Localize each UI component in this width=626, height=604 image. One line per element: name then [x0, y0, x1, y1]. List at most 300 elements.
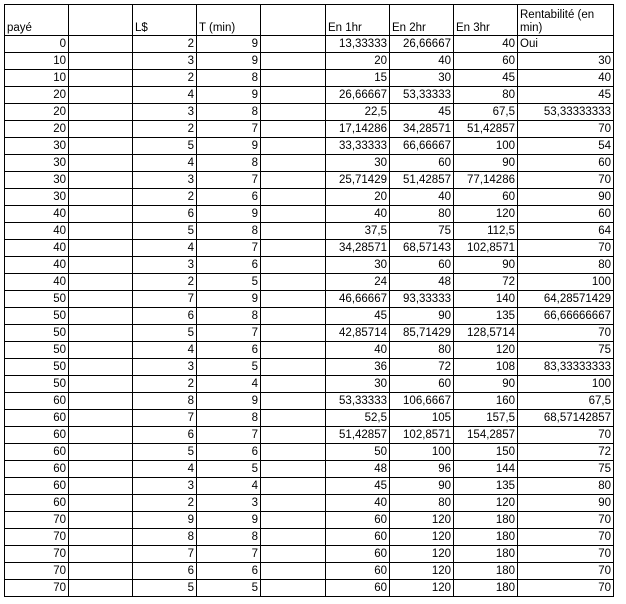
cell-en-1hr[interactable]: 37,5	[326, 223, 390, 240]
cell-linden[interactable]: 3	[133, 478, 197, 495]
cell-rentabilite[interactable]: 80	[518, 257, 614, 274]
cell-en-2hr[interactable]: 90	[390, 478, 454, 495]
cell-blank-1[interactable]	[69, 393, 133, 410]
cell-rentabilite[interactable]: 70	[518, 121, 614, 138]
header-cell-blank-1[interactable]	[69, 5, 133, 36]
cell-en-2hr[interactable]: 30	[390, 70, 454, 87]
cell-time[interactable]: 6	[197, 563, 261, 580]
cell-blank-1[interactable]	[69, 291, 133, 308]
cell-en-2hr[interactable]: 120	[390, 512, 454, 529]
cell-blank-1[interactable]	[69, 325, 133, 342]
cell-en-3hr[interactable]: 40	[454, 36, 518, 53]
cell-en-3hr[interactable]: 180	[454, 546, 518, 563]
cell-en-2hr[interactable]: 102,8571	[390, 427, 454, 444]
cell-en-3hr[interactable]: 135	[454, 478, 518, 495]
cell-en-1hr[interactable]: 60	[326, 546, 390, 563]
cell-blank-1[interactable]	[69, 342, 133, 359]
cell-time[interactable]: 3	[197, 495, 261, 512]
cell-linden[interactable]: 2	[133, 189, 197, 206]
cell-blank-2[interactable]	[261, 563, 326, 580]
cell-rentabilite[interactable]: 66,66666667	[518, 308, 614, 325]
cell-blank-1[interactable]	[69, 240, 133, 257]
cell-paye[interactable]: 60	[5, 478, 69, 495]
cell-blank-1[interactable]	[69, 308, 133, 325]
cell-en-2hr[interactable]: 40	[390, 53, 454, 70]
cell-en-1hr[interactable]: 40	[326, 342, 390, 359]
cell-en-1hr[interactable]: 34,28571	[326, 240, 390, 257]
cell-time[interactable]: 8	[197, 223, 261, 240]
cell-linden[interactable]: 4	[133, 342, 197, 359]
cell-en-2hr[interactable]: 80	[390, 495, 454, 512]
cell-en-3hr[interactable]: 150	[454, 444, 518, 461]
cell-en-1hr[interactable]: 20	[326, 189, 390, 206]
cell-en-3hr[interactable]: 180	[454, 580, 518, 597]
cell-blank-2[interactable]	[261, 427, 326, 444]
cell-linden[interactable]: 2	[133, 274, 197, 291]
cell-paye[interactable]: 60	[5, 495, 69, 512]
cell-rentabilite[interactable]: 70	[518, 563, 614, 580]
cell-paye[interactable]: 10	[5, 70, 69, 87]
cell-en-1hr[interactable]: 53,33333	[326, 393, 390, 410]
cell-blank-1[interactable]	[69, 427, 133, 444]
cell-blank-2[interactable]	[261, 240, 326, 257]
cell-paye[interactable]: 50	[5, 291, 69, 308]
cell-en-2hr[interactable]: 90	[390, 308, 454, 325]
cell-linden[interactable]: 6	[133, 427, 197, 444]
cell-blank-2[interactable]	[261, 87, 326, 104]
cell-rentabilite[interactable]: 100	[518, 376, 614, 393]
cell-blank-2[interactable]	[261, 189, 326, 206]
cell-en-1hr[interactable]: 50	[326, 444, 390, 461]
cell-en-3hr[interactable]: 60	[454, 53, 518, 70]
cell-en-2hr[interactable]: 85,71429	[390, 325, 454, 342]
cell-blank-1[interactable]	[69, 546, 133, 563]
cell-en-1hr[interactable]: 20	[326, 53, 390, 70]
cell-en-1hr[interactable]: 22,5	[326, 104, 390, 121]
cell-paye[interactable]: 50	[5, 325, 69, 342]
cell-en-3hr[interactable]: 51,42857	[454, 121, 518, 138]
cell-blank-2[interactable]	[261, 325, 326, 342]
header-cell-rentabilite[interactable]: Rentabilité (en min)	[518, 5, 614, 36]
cell-linden[interactable]: 2	[133, 121, 197, 138]
cell-blank-1[interactable]	[69, 359, 133, 376]
cell-en-1hr[interactable]: 26,66667	[326, 87, 390, 104]
cell-en-2hr[interactable]: 120	[390, 580, 454, 597]
cell-time[interactable]: 5	[197, 274, 261, 291]
cell-rentabilite[interactable]: 54	[518, 138, 614, 155]
cell-blank-2[interactable]	[261, 376, 326, 393]
cell-rentabilite[interactable]: 70	[518, 512, 614, 529]
cell-rentabilite[interactable]: 68,57142857	[518, 410, 614, 427]
cell-en-1hr[interactable]: 52,5	[326, 410, 390, 427]
cell-linden[interactable]: 5	[133, 325, 197, 342]
cell-en-3hr[interactable]: 77,14286	[454, 172, 518, 189]
cell-rentabilite[interactable]: 53,33333333	[518, 104, 614, 121]
cell-linden[interactable]: 3	[133, 172, 197, 189]
cell-en-1hr[interactable]: 51,42857	[326, 427, 390, 444]
cell-en-1hr[interactable]: 24	[326, 274, 390, 291]
cell-time[interactable]: 9	[197, 53, 261, 70]
cell-rentabilite[interactable]: 90	[518, 189, 614, 206]
cell-blank-2[interactable]	[261, 461, 326, 478]
cell-time[interactable]: 6	[197, 342, 261, 359]
cell-en-2hr[interactable]: 51,42857	[390, 172, 454, 189]
cell-linden[interactable]: 4	[133, 87, 197, 104]
cell-blank-1[interactable]	[69, 257, 133, 274]
cell-time[interactable]: 9	[197, 36, 261, 53]
cell-time[interactable]: 5	[197, 359, 261, 376]
cell-en-3hr[interactable]: 135	[454, 308, 518, 325]
cell-blank-2[interactable]	[261, 104, 326, 121]
cell-blank-1[interactable]	[69, 121, 133, 138]
cell-en-3hr[interactable]: 128,5714	[454, 325, 518, 342]
cell-time[interactable]: 8	[197, 529, 261, 546]
cell-en-1hr[interactable]: 45	[326, 308, 390, 325]
cell-blank-1[interactable]	[69, 138, 133, 155]
cell-rentabilite[interactable]: 83,33333333	[518, 359, 614, 376]
cell-en-3hr[interactable]: 180	[454, 563, 518, 580]
cell-blank-1[interactable]	[69, 223, 133, 240]
cell-blank-1[interactable]	[69, 87, 133, 104]
cell-paye[interactable]: 30	[5, 138, 69, 155]
cell-paye[interactable]: 50	[5, 342, 69, 359]
cell-rentabilite[interactable]: 75	[518, 461, 614, 478]
cell-en-2hr[interactable]: 80	[390, 342, 454, 359]
cell-blank-2[interactable]	[261, 70, 326, 87]
cell-rentabilite[interactable]: Oui	[518, 36, 614, 53]
cell-time[interactable]: 7	[197, 121, 261, 138]
cell-time[interactable]: 8	[197, 410, 261, 427]
cell-linden[interactable]: 6	[133, 308, 197, 325]
cell-paye[interactable]: 70	[5, 529, 69, 546]
cell-en-3hr[interactable]: 180	[454, 529, 518, 546]
cell-en-3hr[interactable]: 80	[454, 87, 518, 104]
cell-rentabilite[interactable]: 60	[518, 155, 614, 172]
cell-linden[interactable]: 2	[133, 70, 197, 87]
cell-linden[interactable]: 6	[133, 206, 197, 223]
cell-rentabilite[interactable]: 75	[518, 342, 614, 359]
cell-rentabilite[interactable]: 60	[518, 206, 614, 223]
cell-blank-1[interactable]	[69, 376, 133, 393]
cell-blank-1[interactable]	[69, 512, 133, 529]
cell-en-1hr[interactable]: 33,33333	[326, 138, 390, 155]
cell-paye[interactable]: 0	[5, 36, 69, 53]
cell-time[interactable]: 9	[197, 138, 261, 155]
cell-en-2hr[interactable]: 80	[390, 206, 454, 223]
cell-linden[interactable]: 7	[133, 291, 197, 308]
cell-en-2hr[interactable]: 40	[390, 189, 454, 206]
cell-blank-1[interactable]	[69, 529, 133, 546]
cell-blank-2[interactable]	[261, 223, 326, 240]
cell-paye[interactable]: 60	[5, 444, 69, 461]
cell-blank-2[interactable]	[261, 342, 326, 359]
cell-en-2hr[interactable]: 66,66667	[390, 138, 454, 155]
cell-en-1hr[interactable]: 42,85714	[326, 325, 390, 342]
cell-paye[interactable]: 40	[5, 206, 69, 223]
cell-time[interactable]: 6	[197, 257, 261, 274]
cell-rentabilite[interactable]: 70	[518, 172, 614, 189]
cell-linden[interactable]: 7	[133, 410, 197, 427]
cell-rentabilite[interactable]: 30	[518, 53, 614, 70]
cell-blank-1[interactable]	[69, 36, 133, 53]
cell-linden[interactable]: 5	[133, 138, 197, 155]
cell-blank-1[interactable]	[69, 53, 133, 70]
cell-en-2hr[interactable]: 72	[390, 359, 454, 376]
cell-paye[interactable]: 60	[5, 410, 69, 427]
cell-en-2hr[interactable]: 120	[390, 563, 454, 580]
cell-blank-1[interactable]	[69, 444, 133, 461]
cell-linden[interactable]: 3	[133, 53, 197, 70]
cell-linden[interactable]: 6	[133, 563, 197, 580]
cell-time[interactable]: 8	[197, 70, 261, 87]
cell-paye[interactable]: 60	[5, 393, 69, 410]
cell-linden[interactable]: 5	[133, 444, 197, 461]
cell-linden[interactable]: 8	[133, 529, 197, 546]
cell-blank-2[interactable]	[261, 36, 326, 53]
cell-en-3hr[interactable]: 108	[454, 359, 518, 376]
cell-en-2hr[interactable]: 60	[390, 257, 454, 274]
cell-blank-2[interactable]	[261, 580, 326, 597]
cell-blank-2[interactable]	[261, 495, 326, 512]
cell-blank-2[interactable]	[261, 291, 326, 308]
cell-paye[interactable]: 20	[5, 87, 69, 104]
cell-linden[interactable]: 3	[133, 257, 197, 274]
cell-time[interactable]: 8	[197, 155, 261, 172]
cell-blank-1[interactable]	[69, 206, 133, 223]
cell-en-2hr[interactable]: 26,66667	[390, 36, 454, 53]
cell-blank-1[interactable]	[69, 189, 133, 206]
cell-en-2hr[interactable]: 53,33333	[390, 87, 454, 104]
cell-rentabilite[interactable]: 100	[518, 274, 614, 291]
cell-time[interactable]: 7	[197, 325, 261, 342]
cell-paye[interactable]: 60	[5, 427, 69, 444]
cell-paye[interactable]: 40	[5, 274, 69, 291]
cell-en-1hr[interactable]: 15	[326, 70, 390, 87]
cell-en-1hr[interactable]: 60	[326, 512, 390, 529]
cell-en-3hr[interactable]: 67,5	[454, 104, 518, 121]
cell-en-3hr[interactable]: 154,2857	[454, 427, 518, 444]
cell-en-2hr[interactable]: 34,28571	[390, 121, 454, 138]
cell-time[interactable]: 5	[197, 461, 261, 478]
cell-en-1hr[interactable]: 40	[326, 495, 390, 512]
header-cell-paye[interactable]: payé	[5, 5, 69, 36]
cell-time[interactable]: 6	[197, 189, 261, 206]
cell-en-2hr[interactable]: 45	[390, 104, 454, 121]
header-cell-time[interactable]: T (min)	[197, 5, 261, 36]
cell-rentabilite[interactable]: 40	[518, 70, 614, 87]
cell-rentabilite[interactable]: 64,28571429	[518, 291, 614, 308]
cell-blank-2[interactable]	[261, 172, 326, 189]
cell-linden[interactable]: 4	[133, 155, 197, 172]
cell-paye[interactable]: 40	[5, 223, 69, 240]
cell-en-3hr[interactable]: 90	[454, 376, 518, 393]
cell-blank-1[interactable]	[69, 104, 133, 121]
cell-en-1hr[interactable]: 17,14286	[326, 121, 390, 138]
cell-blank-1[interactable]	[69, 478, 133, 495]
cell-en-1hr[interactable]: 40	[326, 206, 390, 223]
cell-en-1hr[interactable]: 46,66667	[326, 291, 390, 308]
cell-blank-1[interactable]	[69, 563, 133, 580]
header-cell-blank-2[interactable]	[261, 5, 326, 36]
cell-time[interactable]: 9	[197, 512, 261, 529]
cell-blank-2[interactable]	[261, 53, 326, 70]
cell-paye[interactable]: 30	[5, 172, 69, 189]
cell-blank-2[interactable]	[261, 512, 326, 529]
cell-en-3hr[interactable]: 100	[454, 138, 518, 155]
cell-en-2hr[interactable]: 75	[390, 223, 454, 240]
cell-en-3hr[interactable]: 90	[454, 155, 518, 172]
cell-en-2hr[interactable]: 96	[390, 461, 454, 478]
cell-en-2hr[interactable]: 105	[390, 410, 454, 427]
cell-time[interactable]: 4	[197, 376, 261, 393]
cell-blank-1[interactable]	[69, 410, 133, 427]
cell-linden[interactable]: 2	[133, 36, 197, 53]
cell-linden[interactable]: 4	[133, 240, 197, 257]
cell-en-2hr[interactable]: 68,57143	[390, 240, 454, 257]
cell-en-1hr[interactable]: 30	[326, 376, 390, 393]
cell-blank-1[interactable]	[69, 70, 133, 87]
cell-linden[interactable]: 2	[133, 495, 197, 512]
cell-blank-2[interactable]	[261, 546, 326, 563]
cell-en-3hr[interactable]: 102,8571	[454, 240, 518, 257]
cell-rentabilite[interactable]: 70	[518, 546, 614, 563]
cell-time[interactable]: 9	[197, 291, 261, 308]
cell-paye[interactable]: 10	[5, 53, 69, 70]
cell-paye[interactable]: 50	[5, 359, 69, 376]
cell-time[interactable]: 5	[197, 580, 261, 597]
cell-rentabilite[interactable]: 72	[518, 444, 614, 461]
cell-time[interactable]: 7	[197, 546, 261, 563]
cell-blank-1[interactable]	[69, 495, 133, 512]
cell-linden[interactable]: 4	[133, 461, 197, 478]
cell-paye[interactable]: 70	[5, 563, 69, 580]
cell-linden[interactable]: 8	[133, 393, 197, 410]
cell-en-3hr[interactable]: 157,5	[454, 410, 518, 427]
cell-linden[interactable]: 7	[133, 546, 197, 563]
cell-blank-1[interactable]	[69, 274, 133, 291]
cell-linden[interactable]: 3	[133, 359, 197, 376]
cell-blank-2[interactable]	[261, 206, 326, 223]
cell-paye[interactable]: 50	[5, 376, 69, 393]
cell-en-2hr[interactable]: 100	[390, 444, 454, 461]
cell-rentabilite[interactable]: 80	[518, 478, 614, 495]
cell-rentabilite[interactable]: 67,5	[518, 393, 614, 410]
cell-en-2hr[interactable]: 60	[390, 376, 454, 393]
cell-en-2hr[interactable]: 60	[390, 155, 454, 172]
cell-en-3hr[interactable]: 160	[454, 393, 518, 410]
cell-paye[interactable]: 30	[5, 155, 69, 172]
header-cell-linden[interactable]: L$	[133, 5, 197, 36]
cell-blank-2[interactable]	[261, 444, 326, 461]
cell-en-1hr[interactable]: 48	[326, 461, 390, 478]
cell-blank-1[interactable]	[69, 155, 133, 172]
cell-en-2hr[interactable]: 93,33333	[390, 291, 454, 308]
cell-time[interactable]: 8	[197, 308, 261, 325]
cell-rentabilite[interactable]: 70	[518, 427, 614, 444]
cell-blank-1[interactable]	[69, 172, 133, 189]
cell-en-3hr[interactable]: 45	[454, 70, 518, 87]
cell-linden[interactable]: 5	[133, 580, 197, 597]
cell-en-1hr[interactable]: 13,33333	[326, 36, 390, 53]
cell-en-3hr[interactable]: 180	[454, 512, 518, 529]
cell-en-1hr[interactable]: 60	[326, 529, 390, 546]
cell-en-1hr[interactable]: 45	[326, 478, 390, 495]
cell-linden[interactable]: 2	[133, 376, 197, 393]
header-cell-1hr[interactable]: En 1hr	[326, 5, 390, 36]
cell-time[interactable]: 6	[197, 444, 261, 461]
cell-rentabilite[interactable]: 64	[518, 223, 614, 240]
cell-paye[interactable]: 20	[5, 104, 69, 121]
header-cell-3hr[interactable]: En 3hr	[454, 5, 518, 36]
cell-en-3hr[interactable]: 144	[454, 461, 518, 478]
cell-en-1hr[interactable]: 25,71429	[326, 172, 390, 189]
cell-blank-1[interactable]	[69, 461, 133, 478]
cell-rentabilite[interactable]: 70	[518, 240, 614, 257]
cell-en-3hr[interactable]: 140	[454, 291, 518, 308]
cell-rentabilite[interactable]: 90	[518, 495, 614, 512]
cell-blank-2[interactable]	[261, 308, 326, 325]
cell-blank-2[interactable]	[261, 410, 326, 427]
cell-rentabilite[interactable]: 70	[518, 580, 614, 597]
cell-blank-2[interactable]	[261, 359, 326, 376]
cell-en-3hr[interactable]: 90	[454, 257, 518, 274]
cell-time[interactable]: 7	[197, 427, 261, 444]
cell-blank-2[interactable]	[261, 529, 326, 546]
cell-blank-2[interactable]	[261, 121, 326, 138]
cell-linden[interactable]: 5	[133, 223, 197, 240]
cell-rentabilite[interactable]: 70	[518, 529, 614, 546]
cell-paye[interactable]: 40	[5, 240, 69, 257]
cell-linden[interactable]: 9	[133, 512, 197, 529]
cell-en-1hr[interactable]: 60	[326, 563, 390, 580]
cell-time[interactable]: 7	[197, 240, 261, 257]
cell-paye[interactable]: 70	[5, 580, 69, 597]
cell-time[interactable]: 9	[197, 87, 261, 104]
cell-paye[interactable]: 20	[5, 121, 69, 138]
cell-en-2hr[interactable]: 106,6667	[390, 393, 454, 410]
cell-en-3hr[interactable]: 120	[454, 495, 518, 512]
cell-en-2hr[interactable]: 120	[390, 546, 454, 563]
cell-linden[interactable]: 3	[133, 104, 197, 121]
cell-blank-2[interactable]	[261, 257, 326, 274]
cell-en-1hr[interactable]: 60	[326, 580, 390, 597]
cell-en-1hr[interactable]: 36	[326, 359, 390, 376]
cell-blank-2[interactable]	[261, 393, 326, 410]
cell-time[interactable]: 8	[197, 104, 261, 121]
cell-en-1hr[interactable]: 30	[326, 257, 390, 274]
cell-rentabilite[interactable]: 45	[518, 87, 614, 104]
cell-paye[interactable]: 50	[5, 308, 69, 325]
cell-en-3hr[interactable]: 72	[454, 274, 518, 291]
cell-time[interactable]: 4	[197, 478, 261, 495]
header-cell-2hr[interactable]: En 2hr	[390, 5, 454, 36]
cell-paye[interactable]: 40	[5, 257, 69, 274]
cell-en-2hr[interactable]: 120	[390, 529, 454, 546]
cell-en-3hr[interactable]: 112,5	[454, 223, 518, 240]
cell-blank-2[interactable]	[261, 274, 326, 291]
cell-en-3hr[interactable]: 60	[454, 189, 518, 206]
cell-time[interactable]: 9	[197, 393, 261, 410]
cell-time[interactable]: 7	[197, 172, 261, 189]
cell-rentabilite[interactable]: 70	[518, 325, 614, 342]
cell-en-3hr[interactable]: 120	[454, 342, 518, 359]
cell-en-3hr[interactable]: 120	[454, 206, 518, 223]
cell-blank-2[interactable]	[261, 138, 326, 155]
cell-en-1hr[interactable]: 30	[326, 155, 390, 172]
cell-paye[interactable]: 30	[5, 189, 69, 206]
cell-paye[interactable]: 70	[5, 546, 69, 563]
cell-paye[interactable]: 70	[5, 512, 69, 529]
